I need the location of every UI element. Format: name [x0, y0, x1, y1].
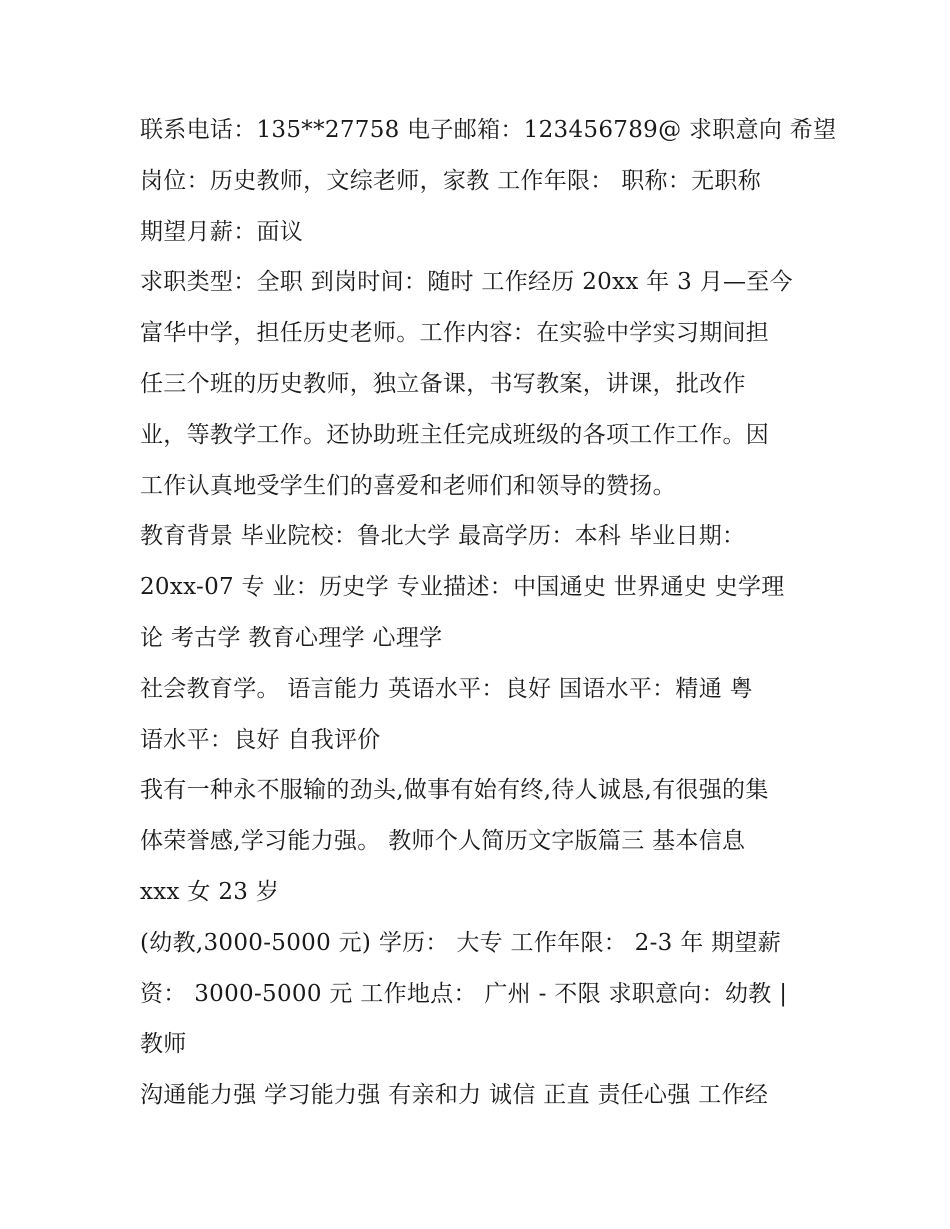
- text-line: 岗位：历史教师，文综老师，家教 工作年限： 职称：无职称: [140, 167, 762, 194]
- text-line: 联系电话：135**27758 电子邮箱：123456789@ 求职意向 希望: [140, 117, 837, 143]
- text-line: 社会教育学。 语言能力 英语水平：良好 国语水平：精通 粤: [140, 675, 753, 702]
- text-line: 我有一种永不服输的劲头,做事有始有终,待人诚恳,有很强的集: [140, 777, 769, 804]
- document-body: [140, 105, 837, 1121]
- text-line: 任三个班的历史教师，独立备课，书写教案，讲课，批改作: [140, 370, 746, 397]
- text-line: 工作认真地受学生们的喜爱和老师们和领导的赞扬。: [140, 472, 676, 499]
- text-line: (幼教,3000-5000 元) 学历： 大专 工作年限： 2-3 年 期望薪: [140, 929, 782, 956]
- text-line: 教师: [140, 1031, 187, 1058]
- text-line: 期望月薪：面议: [140, 218, 304, 245]
- text-line: 论 考古学 教育心理学 心理学: [140, 624, 443, 651]
- text-line: 沟通能力强 学习能力强 有亲和力 诚信 正直 责任心强 工作经: [140, 1082, 769, 1109]
- text-line: 教育背景 毕业院校：鲁北大学 最高学历：本科 毕业日期：: [140, 523, 746, 550]
- text-line: 体荣誉感,学习能力强。 教师个人简历文字版篇三 基本信息: [140, 828, 746, 855]
- text-line: 富华中学，担任历史老师。工作内容：在实验中学实习期间担: [140, 320, 770, 347]
- text-line: 20xx-07 专 业：历史学 专业描述：中国通史 世界通史 史学理: [140, 574, 785, 601]
- text-line: xxx 女 23 岁: [140, 878, 280, 905]
- text-line: 资： 3000-5000 元 工作地点： 广州 - 不限 求职意向：幼教 |: [140, 980, 788, 1007]
- text-line: 业，等教学工作。还协助班主任完成班级的各项工作工作。因: [140, 421, 770, 448]
- text-line: 求职类型：全职 到岗时间：随时 工作经历 20xx 年 3 月—至今: [140, 269, 793, 296]
- text-line: 语水平：良好 自我评价: [140, 726, 381, 753]
